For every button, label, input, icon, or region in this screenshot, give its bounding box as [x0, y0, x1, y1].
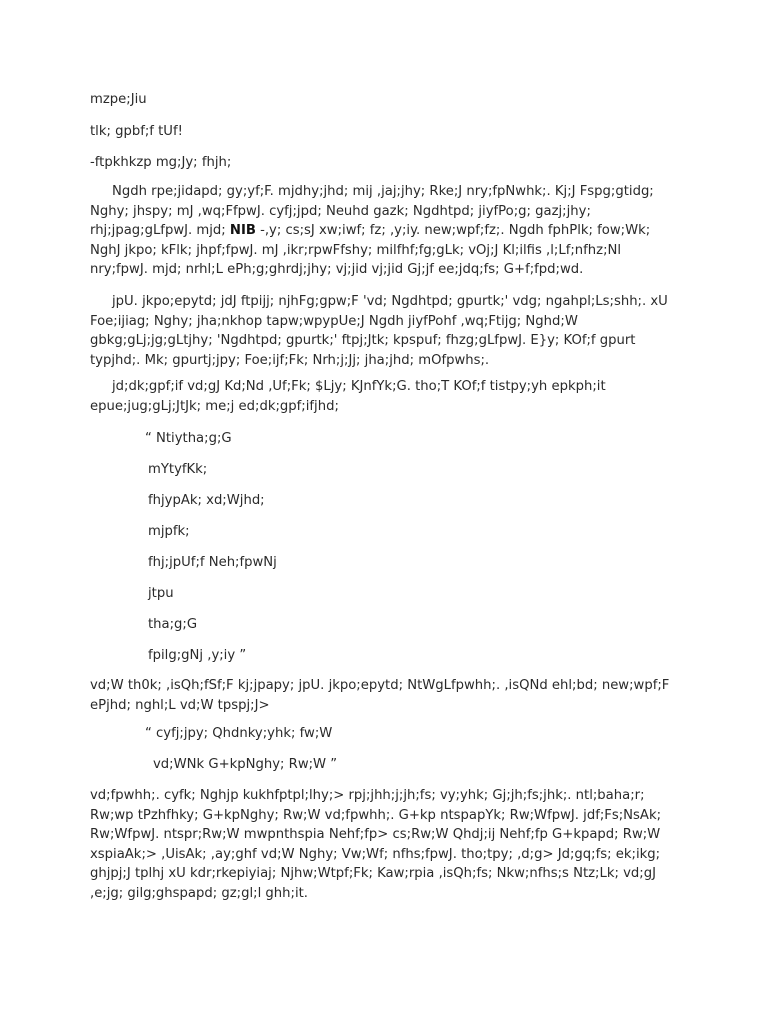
- quote-line-6: jtpu: [148, 586, 174, 601]
- paragraph-1-bold: NIB: [229, 223, 256, 238]
- paragraph-5: vd;fpwhh;. cyfk; Nghjp kukhfptpl;lhy;> rpj;jhh;j;jh;fs; vy;yhk; Gj;jh;fs;jhk;. ntl;baha;r; Rw;wp tPzhfhky; G+kpNghy; Rw;W vd;fpwhh;. G+kp ntspapYk; Rw;WfpwJ. jdf;Fs;NsAk; Rw;WfpwJ. ntspr;Rw;W mwpnthspia Nehf;fp> cs;Rw;W Qhdj;ij Nehf;fp G+kpapd; Rw;W xspiaAk;> ,UisAk; ,ay;ghf vd;W Nghy; Vw;Wf; nfhs;fpwJ. tho;tpy; ,d;g> Jd;gq;fs; ek;ikg; ghjpj;J tplhj xU kdr;rkepiyiaj; Njhw;Wtpf;Fk; Kaw;rpia ,isQh;fs; Nkw;nfhs;s Ntz;Lk; vd;gJ ,e;jg; gilg;ghspapd; gz;gl;l ghh;it.: [90, 788, 662, 901]
- quote-line-5: fhj;jpUf;f Neh;fpwNj: [148, 555, 277, 570]
- paragraph-2: jpU. jkpo;epytd; jdJ ftpijj; njhFg;gpw;F 'vd; Ngdhtpd; gpurtk;' vdg; ngahpl;Ls;shh;. xU Foe;ijiag; Nghy; jha;nkhop tapw;wpypUe;J Ngdh jiyfPohf ,wq;Ftijg; Nghd;W gbkg;gLj;jg;gLtjhy; 'Ngdhtpd; gpurtk;' ftpj;Jtk; kpspuf; fhzg;gLfpwJ. E}y; KOf;f gpurt typjhd;. Mk; gpurtj;jpy; Foe;ijf;Fk; Nrh;j;Jj; jha;jhd; mOfpwhs;.: [90, 294, 668, 368]
- quote-line-4: mjpfk;: [148, 524, 190, 539]
- paragraph-1: [90, 182, 682, 280]
- heading-2: tlk; gpbf;f tUf!: [90, 124, 183, 139]
- quote-line-7: tha;g;G: [148, 617, 198, 632]
- quote-line-1: “ Ntiytha;g;G: [145, 431, 232, 446]
- heading-3: -ftpkhkzp mg;Jy; fhjh;: [90, 155, 232, 170]
- paragraph-1-before: Ngdh rpe;jidapd; gy;yf;F. mjdhy;jhd; mij ,jaj;jhy; Rke;J nry;fpNwhk;. Kj;J Fspg;gtidg; Nghy; jhspy; mJ ,wq;FfpwJ. cyfj;jpd; Neuhd gazk; Ngdhtpd; jiyfPo;g; gazj;jhy; rhj;jpag;gLfpwJ. mjd;: [90, 184, 654, 238]
- quote-line-2: mYtyfKk;: [148, 462, 208, 477]
- quote2-line-2: vd;WNk G+kpNghy; Rw;W ”: [153, 757, 338, 772]
- paragraph-4: vd;W th0k; ,isQh;fSf;F kj;jpapy; jpU. jkpo;epytd; NtWgLfpwhh;. ,isQNd ehl;bd; new;wpf;F ePjhd; nghl;L vd;W tpspj;J>: [90, 678, 670, 713]
- quote-line-3: fhjypAk; xd;Wjhd;: [148, 493, 265, 508]
- quote-line-8: fpilg;gNj ,y;iy ”: [148, 648, 247, 663]
- heading-1: mzpe;Jiu: [90, 92, 147, 107]
- paragraph-3: jd;dk;gpf;if vd;gJ Kd;Nd ,Uf;Fk; $Ljy; KJnfYk;G. tho;T KOf;f tistpy;yh epkph;it epue;jug;gLj;JtJk; me;j ed;dk;gpf;ifjhd;: [90, 379, 606, 414]
- paragraph-1-after: -,y; cs;sJ xw;iwf; fz; ,y;iy. new;wpf;fz;. Ngdh fphPlk; fow;Wk; NghJ jkpo; kFlk; jhpf;fpwJ. mJ ,ikr;rpwFfshy; milfhf;fg;gLk; vOj;J Kl;ilfis ,l;Lf;nfhz;Nl nry;fpwJ. mjd; nrhl;L ePh;g;ghrdj;jhy; vj;jid vj;jid Gj;jf ee;jdq;fs; G+f;fpd;wd.: [90, 223, 651, 277]
- quote2-line-1: “ cyfj;jpy; Qhdnky;yhk; fw;W: [145, 726, 333, 741]
